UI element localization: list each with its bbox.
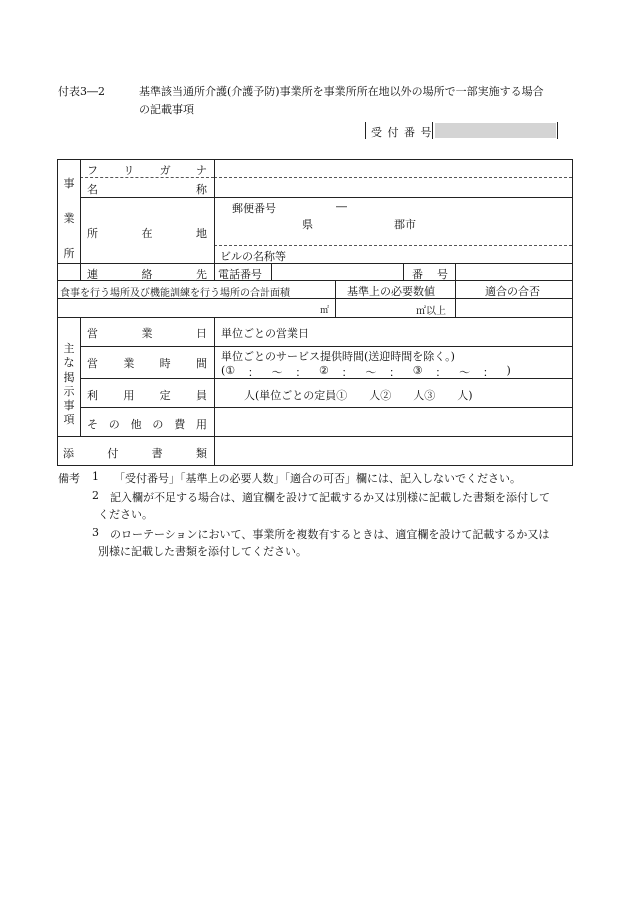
- county-city-label: 郡市: [394, 218, 416, 231]
- area-unit: ㎡: [320, 306, 330, 316]
- office-name-label: 名 称: [87, 183, 207, 196]
- main-items-section-label: 主 な 掲 示 事 項: [63, 342, 75, 427]
- form-title-cont: の記載事項: [139, 103, 194, 116]
- note-3-text: のローテーションにおいて、事業所を複数有するときは、適宜欄を設けて記載するか又は: [110, 528, 550, 541]
- other-costs-field[interactable]: [216, 409, 570, 435]
- phone-label: 電話番号: [218, 268, 262, 281]
- notes-label: 備考: [58, 472, 80, 485]
- furigana-label: フ リ ガ ナ: [87, 164, 207, 177]
- office-name-field[interactable]: [216, 179, 570, 196]
- note-3-text-cont: 別様に記載した書類を添付してください。: [98, 545, 307, 558]
- contact-label: 連 絡 先: [87, 268, 207, 281]
- address-label: 所 在 地: [87, 227, 207, 240]
- other-costs-label: そ の 他 の 費 用: [87, 418, 207, 431]
- attachments-field[interactable]: [216, 438, 570, 464]
- fax-field[interactable]: [457, 265, 570, 279]
- note-2-text: 記入欄が不足する場合は、適宜欄を設けて記載するか又は別様に記載した書類を添付して: [110, 491, 550, 504]
- office-section-label: 事 業 所: [63, 177, 75, 260]
- attachments-label: 添 付 書 類: [63, 447, 207, 460]
- note-2-text-cont: ください。: [98, 508, 153, 521]
- note-1-text: 「受付番号」「基準上の必要人数」「適合の可否」欄には、記入しないでください。: [114, 472, 521, 485]
- phone-field[interactable]: [273, 265, 401, 279]
- area-label: 食事を行う場所及び機能訓練を行う場所の合計面積: [60, 288, 290, 299]
- prefecture-label: 県: [302, 218, 313, 231]
- note-1-number: 1: [92, 470, 99, 483]
- form-id: 付表3―2: [58, 85, 105, 98]
- note-2-number: 2: [92, 489, 99, 502]
- furigana-field[interactable]: [216, 161, 570, 176]
- receipt-number-field[interactable]: [435, 123, 556, 138]
- required-value-label: 基準上の必要数値: [347, 285, 435, 298]
- postal-code-label: 郵便番号: [232, 202, 276, 215]
- business-hours-label: 営 業 時 間: [87, 357, 207, 370]
- capacity-value: 人(単位ごとの定員① 人② 人③ 人): [244, 389, 473, 402]
- note-3-number: 3: [92, 526, 99, 539]
- business-days-value: 単位ごとの営業日: [221, 327, 309, 340]
- fax-number-label: 番 号: [412, 268, 448, 281]
- building-name-label: ビルの名称等: [220, 250, 286, 263]
- capacity-label: 利 用 定 員: [87, 389, 207, 402]
- business-hours-line2: (① ： ～ ： ② ： ～ ： ③ ： ～ ： ): [221, 364, 511, 379]
- required-unit: ㎡以上: [416, 306, 446, 317]
- conformity-label: 適合の合否: [485, 285, 540, 298]
- business-hours-line1: 単位ごとのサービス提供時間(送迎時間を除く。): [221, 350, 455, 363]
- form-title: 基準該当通所介護(介護予防)事業所を事業所所在地以外の場所で一部実施する場合: [139, 85, 544, 98]
- area-value-field[interactable]: [60, 300, 315, 315]
- receipt-number-label: 受 付 番 号: [371, 126, 433, 139]
- business-days-label: 営 業 日: [87, 327, 207, 340]
- postal-code-dash: ―: [336, 200, 347, 213]
